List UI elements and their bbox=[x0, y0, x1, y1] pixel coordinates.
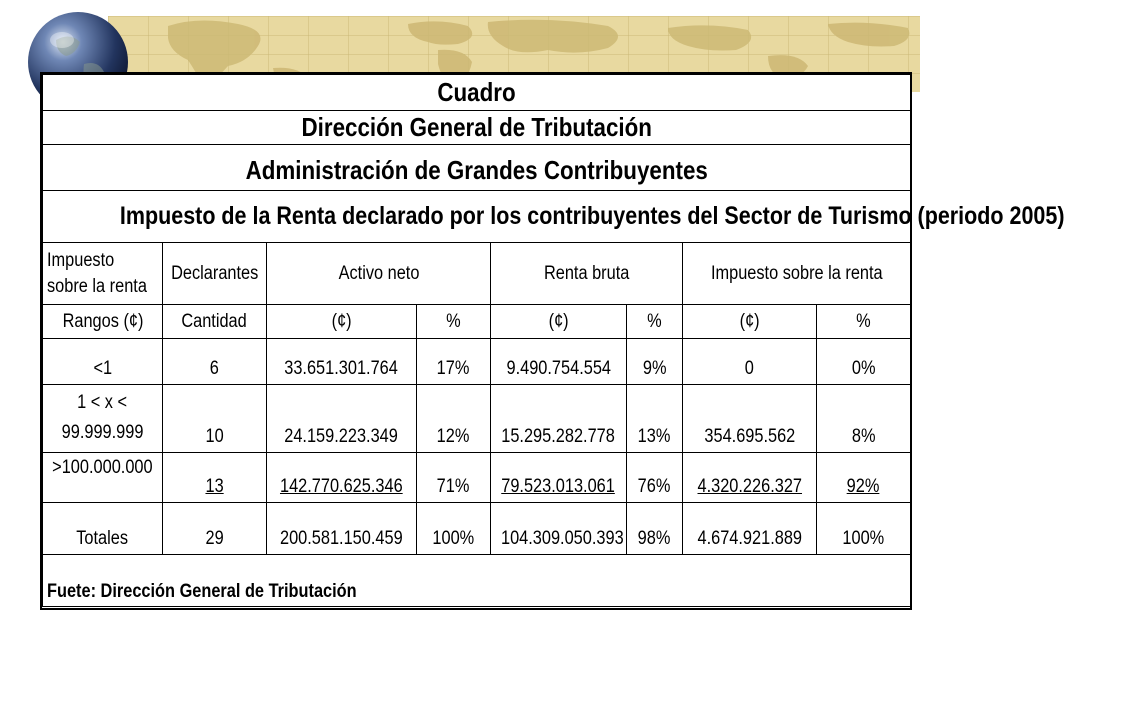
range-cell: <1 bbox=[43, 339, 163, 385]
header-row-1 bbox=[43, 243, 911, 305]
data-cell: 13 bbox=[163, 453, 267, 503]
range-cell: Totales bbox=[43, 503, 163, 555]
header-cell: % bbox=[817, 305, 911, 339]
header-impuesto: Impuesto sobre la renta bbox=[43, 243, 163, 305]
header-cell: (¢) bbox=[267, 305, 417, 339]
data-cell: 4.320.226.327 bbox=[683, 453, 817, 503]
data-cell: 100% bbox=[417, 503, 491, 555]
header-cell: (¢) bbox=[683, 305, 817, 339]
table-row bbox=[43, 453, 911, 503]
header-cell: Cantidad bbox=[163, 305, 267, 339]
data-cell: 92% bbox=[817, 453, 911, 503]
header-renta-bruta: Renta bruta bbox=[491, 243, 683, 305]
header-cell: (¢) bbox=[491, 305, 627, 339]
table-row bbox=[43, 385, 911, 453]
title-impuesto: Impuesto de la Renta declarado por los contribuyentes del Sector de Turismo (periodo 2005) bbox=[43, 191, 911, 243]
data-cell: 142.770.625.346 bbox=[267, 453, 417, 503]
title-row bbox=[43, 191, 911, 243]
data-cell: 98% bbox=[627, 503, 683, 555]
data-cell: 76% bbox=[627, 453, 683, 503]
data-cell: 79.523.013.061 bbox=[491, 453, 627, 503]
title-direccion: Dirección General de Tributación bbox=[43, 111, 911, 145]
data-cell: 12% bbox=[417, 385, 491, 453]
data-cell: 104.309.050.393 bbox=[491, 503, 627, 555]
data-cell: 17% bbox=[417, 339, 491, 385]
header-cell: Rangos (¢) bbox=[43, 305, 163, 339]
range-cell: 1 < x < 99.999.999 bbox=[43, 385, 163, 453]
data-cell: 0 bbox=[683, 339, 817, 385]
totals-row bbox=[43, 503, 911, 555]
table-row bbox=[43, 339, 911, 385]
range-cell: >100.000.000 bbox=[43, 453, 163, 503]
title-row bbox=[43, 111, 911, 145]
header-cell: % bbox=[417, 305, 491, 339]
header-activo-neto: Activo neto bbox=[267, 243, 491, 305]
data-cell: 29 bbox=[163, 503, 267, 555]
source-note: Fuete: Dirección General de Tributación bbox=[43, 555, 911, 607]
data-cell: 10 bbox=[163, 385, 267, 453]
data-cell: 0% bbox=[817, 339, 911, 385]
data-cell: 354.695.562 bbox=[683, 385, 817, 453]
title-row bbox=[43, 145, 911, 191]
data-cell: 13% bbox=[627, 385, 683, 453]
data-cell: 100% bbox=[817, 503, 911, 555]
header-cell: % bbox=[627, 305, 683, 339]
data-cell: 9.490.754.554 bbox=[491, 339, 627, 385]
data-cell: 200.581.150.459 bbox=[267, 503, 417, 555]
data-cell: 9% bbox=[627, 339, 683, 385]
data-cell: 4.674.921.889 bbox=[683, 503, 817, 555]
data-cell: 71% bbox=[417, 453, 491, 503]
data-cell: 6 bbox=[163, 339, 267, 385]
title-administracion: Administración de Grandes Contribuyentes bbox=[43, 145, 911, 191]
data-cell: 33.651.301.764 bbox=[267, 339, 417, 385]
data-cell: 8% bbox=[817, 385, 911, 453]
table-frame bbox=[40, 72, 1065, 610]
header-impuesto-renta: Impuesto sobre la renta bbox=[683, 243, 911, 305]
title-row bbox=[43, 75, 911, 111]
tax-table bbox=[42, 74, 1065, 607]
data-cell: 24.159.223.349 bbox=[267, 385, 417, 453]
footer-row bbox=[43, 555, 911, 607]
data-cell: 15.295.282.778 bbox=[491, 385, 627, 453]
title-cuadro: Cuadro bbox=[43, 75, 911, 111]
header-declarantes: Declarantes bbox=[163, 243, 267, 305]
header-row-2 bbox=[43, 305, 911, 339]
